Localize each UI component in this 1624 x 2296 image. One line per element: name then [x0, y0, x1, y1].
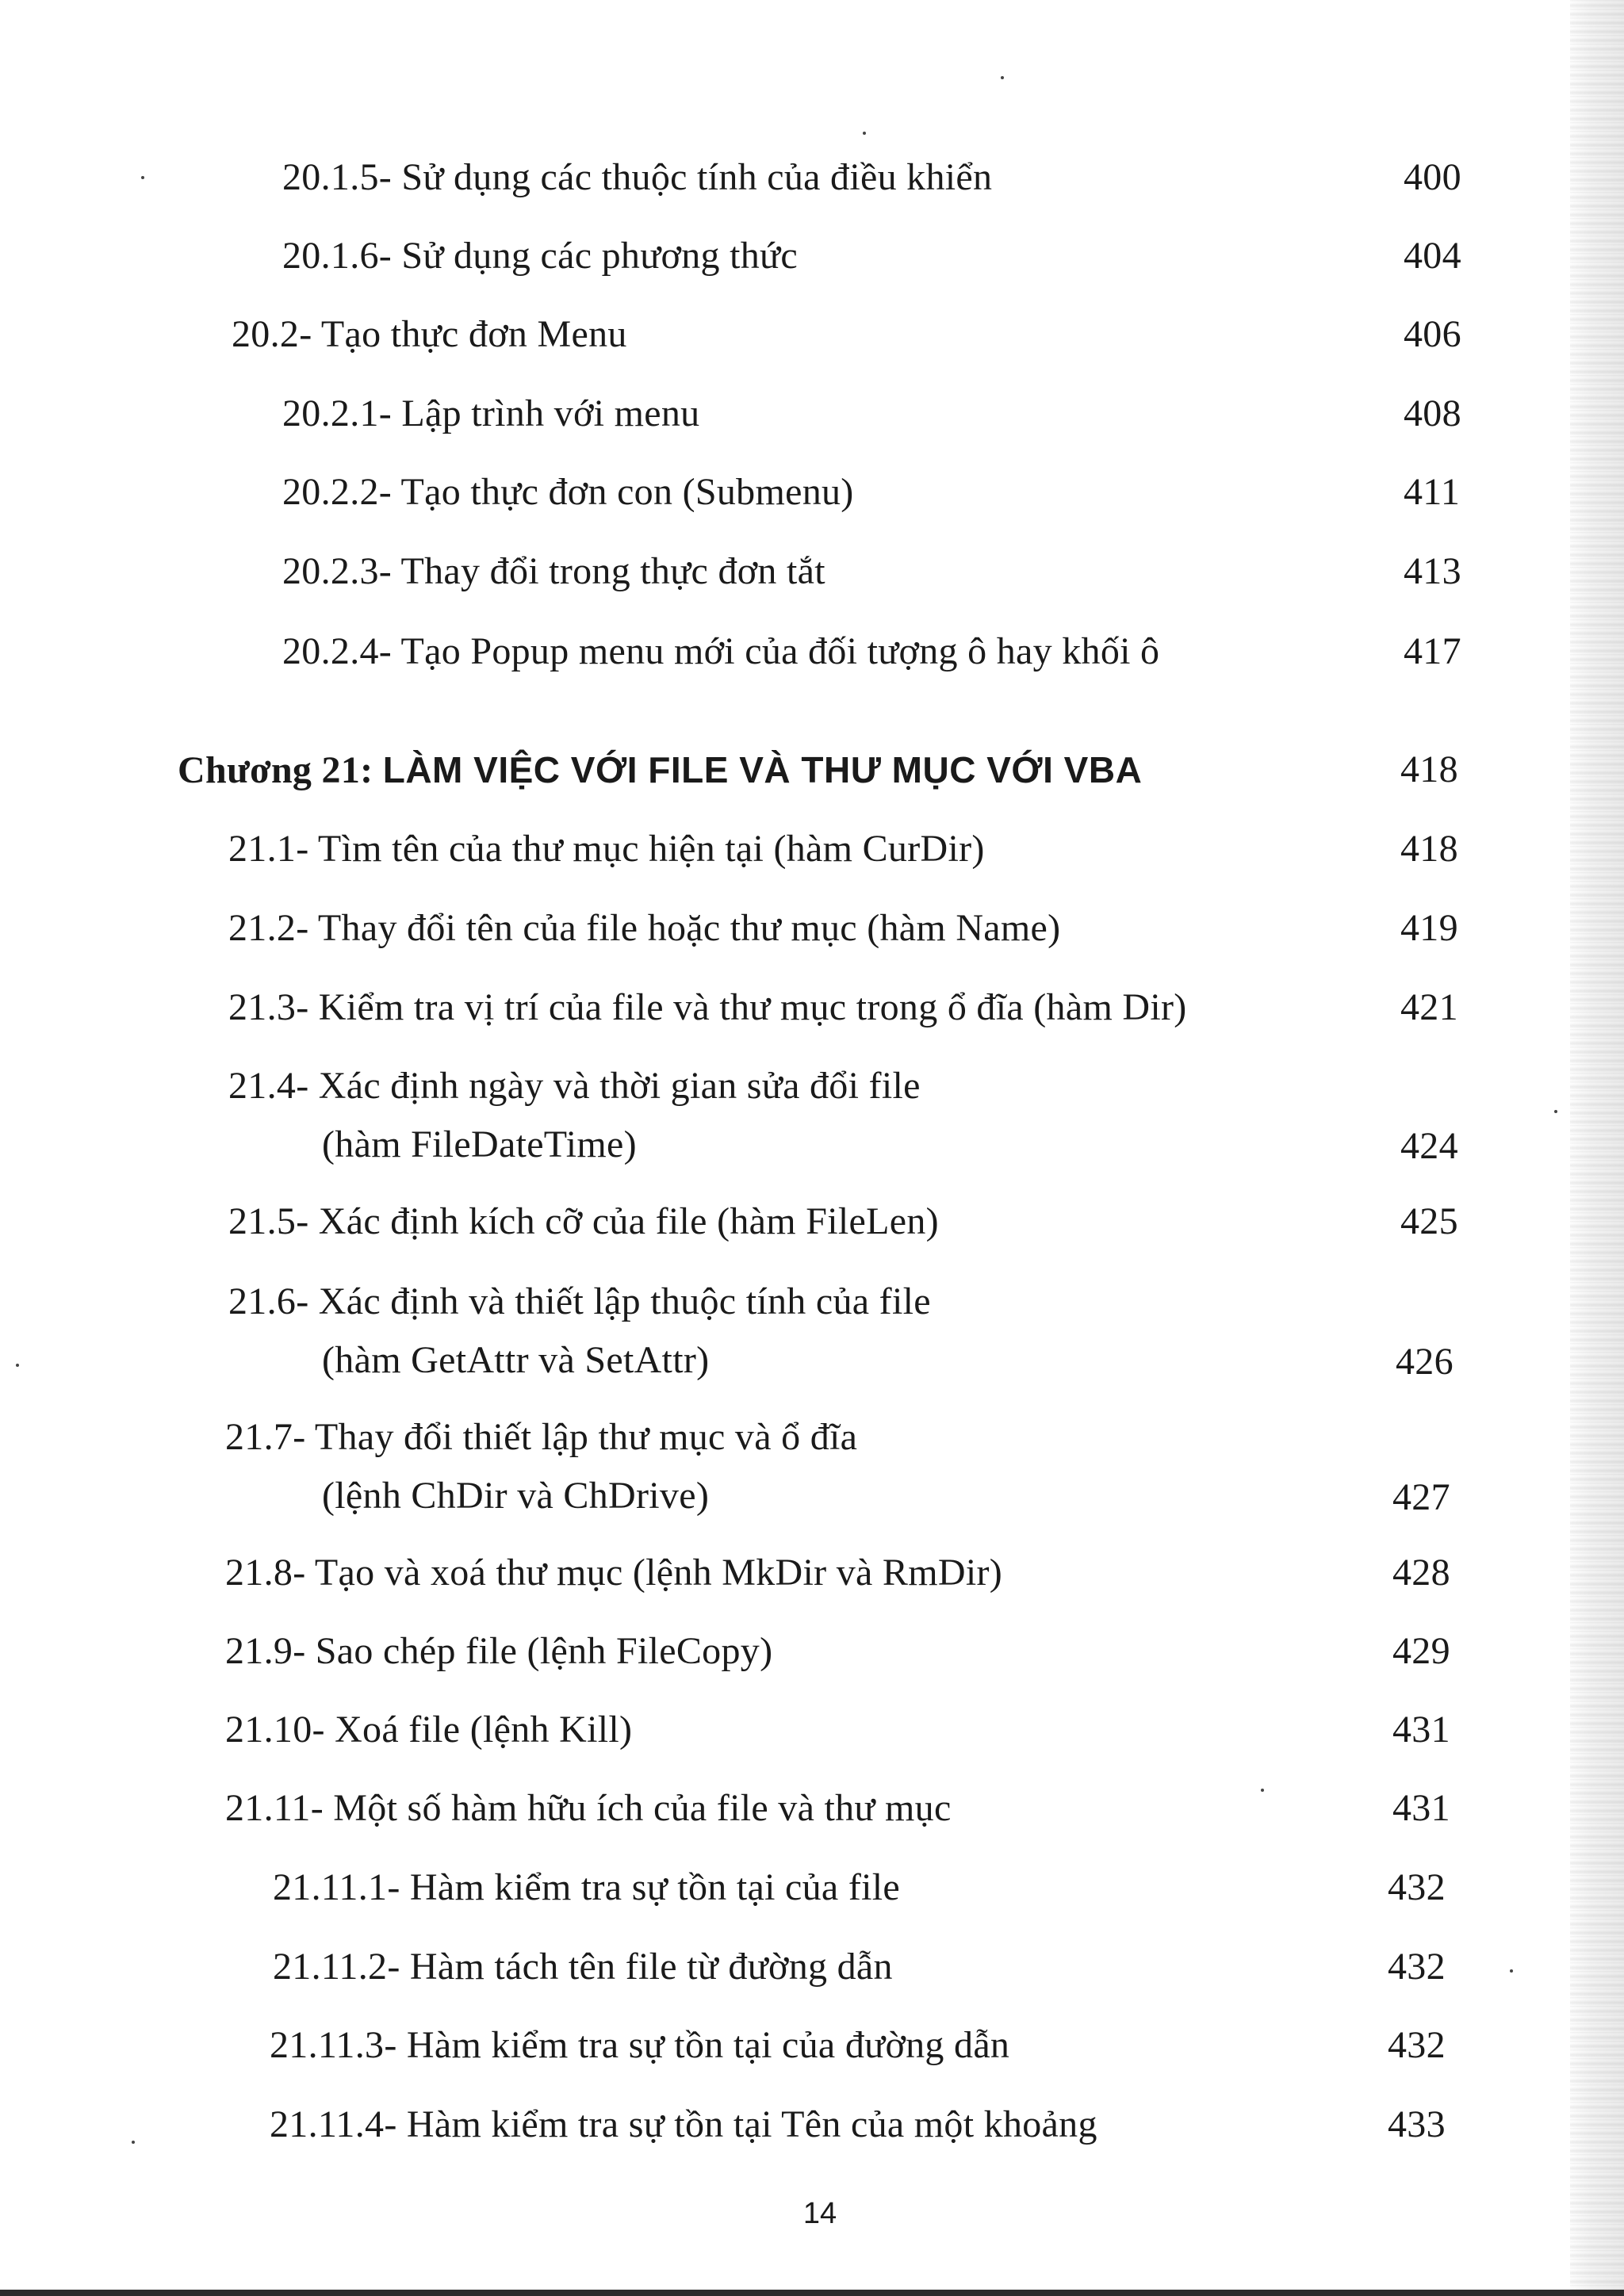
toc-entry-continuation: (lệnh ChDir và ChDrive)	[322, 1475, 710, 1517]
toc-entry-continuation: (hàm FileDateTime)	[322, 1123, 637, 1165]
toc-entry-title: 20.2.3- Thay đổi trong thực đơn tắt	[282, 550, 825, 592]
toc-entry-page: 433	[1388, 2103, 1446, 2145]
scan-speck	[1510, 1969, 1513, 1973]
toc-entry-title: 20.2.4- Tạo Popup menu mới của đối tượng ô hay khối ô	[282, 630, 1160, 672]
toc-entry-page: 400	[1404, 156, 1461, 198]
toc-entry-title: 21.11- Một số hàm hữu ích của file và thư mục	[225, 1787, 952, 1829]
scan-edge-noise	[1570, 0, 1624, 2296]
toc-entry-page: 421	[1400, 986, 1458, 1028]
toc-entry-title: 21.9- Sao chép file (lệnh FileCopy)	[225, 1630, 773, 1672]
toc-entry-title: 20.2.1- Lập trình với menu	[282, 392, 700, 434]
toc-entry-page: 432	[1388, 1946, 1446, 1988]
toc-entry-title: 20.1.6- Sử dụng các phương thức	[282, 235, 798, 277]
toc-entry-title: 21.10- Xoá file (lệnh Kill)	[225, 1709, 633, 1751]
toc-entry-page: 411	[1404, 471, 1461, 513]
toc-entry-page: 432	[1388, 2024, 1446, 2066]
toc-entry-title: 21.4- Xác định ngày và thời gian sửa đổi file	[228, 1065, 921, 1107]
page-number: 14	[802, 2197, 837, 2230]
toc-entry-page: 426	[1396, 1341, 1454, 1383]
scan-speck	[141, 176, 144, 179]
toc-entry-page: 418	[1400, 748, 1458, 790]
toc-entry-page: 428	[1392, 1552, 1450, 1594]
toc-entry-title: 20.2- Tạo thực đơn Menu	[232, 313, 627, 355]
toc-entry-title: 20.2.2- Tạo thực đơn con (Submenu)	[282, 471, 854, 513]
toc-entry	[0, 1064, 1624, 1175]
toc-entry-page: 419	[1400, 907, 1458, 949]
toc-entry-page: 431	[1392, 1787, 1450, 1829]
chapter-heading	[178, 748, 1142, 793]
toc-entry-title: 21.11.3- Hàm kiểm tra sự tồn tại của đường dẫn	[270, 2024, 1010, 2066]
toc-entry-page: 406	[1404, 313, 1461, 355]
toc-entry-page: 432	[1388, 1866, 1446, 1908]
toc-entry-page: 408	[1404, 392, 1461, 434]
toc-entry-title: 20.1.5- Sử dụng các thuộc tính của điều khiển	[282, 156, 993, 198]
toc-entry-continuation: (hàm GetAttr và SetAttr)	[322, 1339, 710, 1381]
toc-entry	[0, 1415, 1624, 1526]
toc-entry-page: 431	[1392, 1709, 1450, 1751]
scan-speck	[1554, 1110, 1557, 1113]
toc-entry-page: 424	[1400, 1125, 1458, 1167]
toc-entry-title: 21.2- Thay đổi tên của file hoặc thư mục (hàm Name)	[228, 907, 1061, 949]
toc-entry-page: 418	[1400, 828, 1458, 870]
scan-speck	[132, 2141, 135, 2144]
toc-entry-title: 21.1- Tìm tên của thư mục hiện tại (hàm CurDir)	[228, 828, 985, 870]
toc-entry	[0, 1280, 1624, 1391]
toc-entry-page: 427	[1392, 1476, 1450, 1518]
toc-entry-title: 21.7- Thay đổi thiết lập thư mục và ổ đĩa	[225, 1416, 858, 1458]
chapter-title: LÀM VIỆC VỚI FILE VÀ THƯ MỤC VỚI VBA	[382, 749, 1143, 790]
scan-speck	[1261, 1789, 1264, 1792]
toc-entry-title: 21.11.4- Hàm kiểm tra sự tồn tại Tên của một khoảng	[270, 2103, 1097, 2145]
toc-entry-title: 21.5- Xác định kích cỡ của file (hàm FileLen)	[228, 1200, 939, 1242]
toc-entry-page: 413	[1404, 550, 1461, 592]
toc-entry-page: 404	[1404, 235, 1461, 277]
scan-bottom-edge	[0, 2290, 1624, 2296]
toc-entry-title: 21.8- Tạo và xoá thư mục (lệnh MkDir và RmDir)	[225, 1552, 1003, 1594]
scan-speck	[1001, 76, 1004, 79]
chapter-prefix: Chương 21:	[178, 749, 373, 791]
toc-entry-page: 429	[1392, 1630, 1450, 1672]
toc-entry-title: 21.6- Xác định và thiết lập thuộc tính của file	[228, 1280, 931, 1322]
scan-speck	[863, 132, 866, 135]
toc-entry-page: 425	[1400, 1200, 1458, 1242]
toc-entry-title: 21.3- Kiểm tra vị trí của file và thư mục trong ổ đĩa (hàm Dir)	[228, 986, 1187, 1028]
toc-entry-title: 21.11.1- Hàm kiểm tra sự tồn tại của file	[273, 1866, 900, 1908]
toc-entry-page: 417	[1404, 630, 1461, 672]
scan-speck	[16, 1364, 19, 1367]
toc-entry-title: 21.11.2- Hàm tách tên file từ đường dẫn	[273, 1946, 893, 1988]
